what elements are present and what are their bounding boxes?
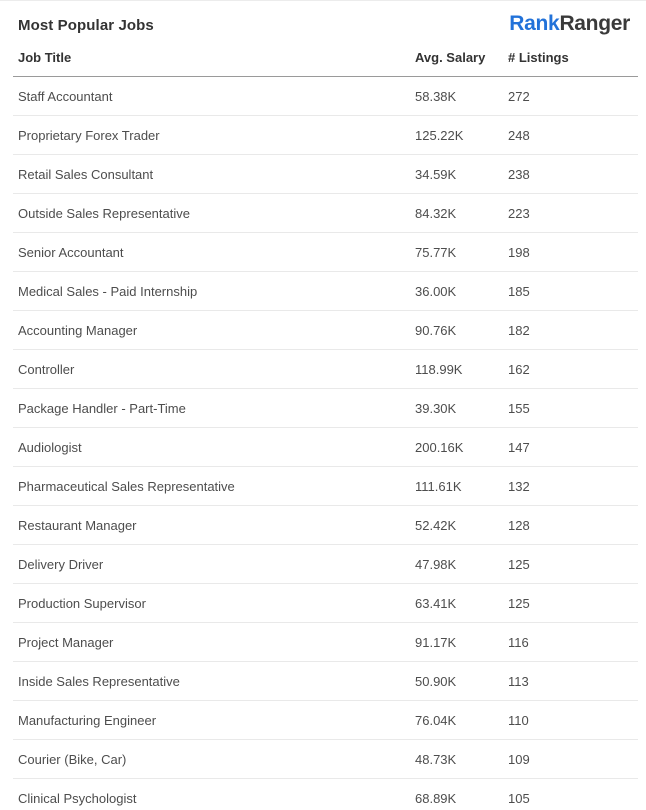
table-body [13,77,638,810]
table-row[interactable] [13,155,638,194]
listings-cell: 155 [508,400,530,416]
job-title-cell: Senior Accountant [18,244,124,260]
job-title-cell: Courier (Bike, Car) [18,751,127,767]
table-row[interactable] [13,506,638,545]
column-header-avg-salary[interactable]: Avg. Salary [415,50,486,66]
job-title-cell: Staff Accountant [18,88,113,104]
listings-cell: 238 [508,166,530,182]
avg-salary-cell: 91.17K [415,634,457,650]
job-title-cell: Accounting Manager [18,322,138,338]
avg-salary-cell: 125.22K [415,127,464,143]
listings-cell: 223 [508,205,530,221]
column-header-listings[interactable]: # Listings [508,50,569,66]
listings-cell: 105 [508,791,530,807]
avg-salary-cell: 50.90K [415,673,457,689]
avg-salary-cell: 200.16K [415,439,464,455]
job-title-cell: Audiologist [18,439,82,455]
job-title-cell: Outside Sales Representative [18,205,190,221]
table-row[interactable] [13,272,638,311]
listings-cell: 132 [508,478,530,494]
widget-topbar [0,1,646,35]
avg-salary-cell: 90.76K [415,322,457,338]
avg-salary-cell: 118.99K [415,361,463,377]
table-row[interactable] [13,662,638,701]
listings-cell: 182 [508,322,530,338]
listings-cell: 125 [508,595,530,611]
logo-text-ranger: Ranger [559,12,630,35]
job-title-cell: Manufacturing Engineer [18,712,157,728]
table-row[interactable] [13,779,638,810]
job-title-cell: Restaurant Manager [18,517,137,533]
listings-cell: 109 [508,751,530,767]
job-title-cell: Project Manager [18,634,114,650]
listings-cell: 128 [508,517,530,533]
jobs-table [13,35,638,810]
job-title-cell: Delivery Driver [18,556,104,572]
job-title-cell: Retail Sales Consultant [18,166,154,182]
listings-cell: 248 [508,127,530,143]
listings-cell: 116 [508,634,529,650]
listings-cell: 185 [508,283,530,299]
job-title-cell: Inside Sales Representative [18,673,180,689]
avg-salary-cell: 68.89K [415,791,457,807]
avg-salary-cell: 111.61K [415,478,462,494]
avg-salary-cell: 52.42K [415,517,457,533]
table-row[interactable] [13,77,638,116]
logo-text-rank: Rank [509,12,560,35]
job-title-cell: Controller [18,361,75,377]
listings-cell: 113 [508,673,529,689]
job-title-cell: Package Handler - Part-Time [18,400,186,416]
avg-salary-cell: 58.38K [415,88,457,104]
avg-salary-cell: 63.41K [415,595,457,611]
listings-cell: 272 [508,88,530,104]
job-title-cell: Medical Sales - Paid Internship [18,283,198,299]
job-title-cell: Clinical Psychologist [18,791,137,807]
table-row[interactable] [13,350,638,389]
rankranger-logo[interactable] [509,12,630,35]
listings-cell: 147 [508,439,530,455]
table-row[interactable] [13,194,638,233]
job-title-cell: Proprietary Forex Trader [18,127,160,143]
table-row[interactable] [13,233,638,272]
listings-cell: 162 [508,361,530,377]
table-row[interactable] [13,701,638,740]
avg-salary-cell: 84.32K [415,205,457,221]
listings-cell: 125 [508,556,530,572]
table-row[interactable] [13,311,638,350]
table-row[interactable] [13,428,638,467]
column-header-job-title[interactable]: Job Title [18,50,72,66]
table-header-row [13,35,638,77]
avg-salary-cell: 34.59K [415,166,457,182]
listings-cell: 110 [508,712,529,728]
table-row[interactable] [13,545,638,584]
table-row[interactable] [13,116,638,155]
job-title-cell: Production Supervisor [18,595,146,611]
avg-salary-cell: 76.04K [415,712,457,728]
avg-salary-cell: 39.30K [415,400,457,416]
job-title-cell: Pharmaceutical Sales Representative [18,478,235,494]
table-row[interactable] [13,467,638,506]
avg-salary-cell: 48.73K [415,751,457,767]
table-row[interactable] [13,389,638,428]
table-row[interactable] [13,623,638,662]
page-title: Most Popular Jobs [18,17,154,34]
listings-cell: 198 [508,244,530,260]
avg-salary-cell: 36.00K [415,283,457,299]
avg-salary-cell: 75.77K [415,244,457,260]
table-row[interactable] [13,584,638,623]
avg-salary-cell: 47.98K [415,556,457,572]
table-row[interactable] [13,740,638,779]
